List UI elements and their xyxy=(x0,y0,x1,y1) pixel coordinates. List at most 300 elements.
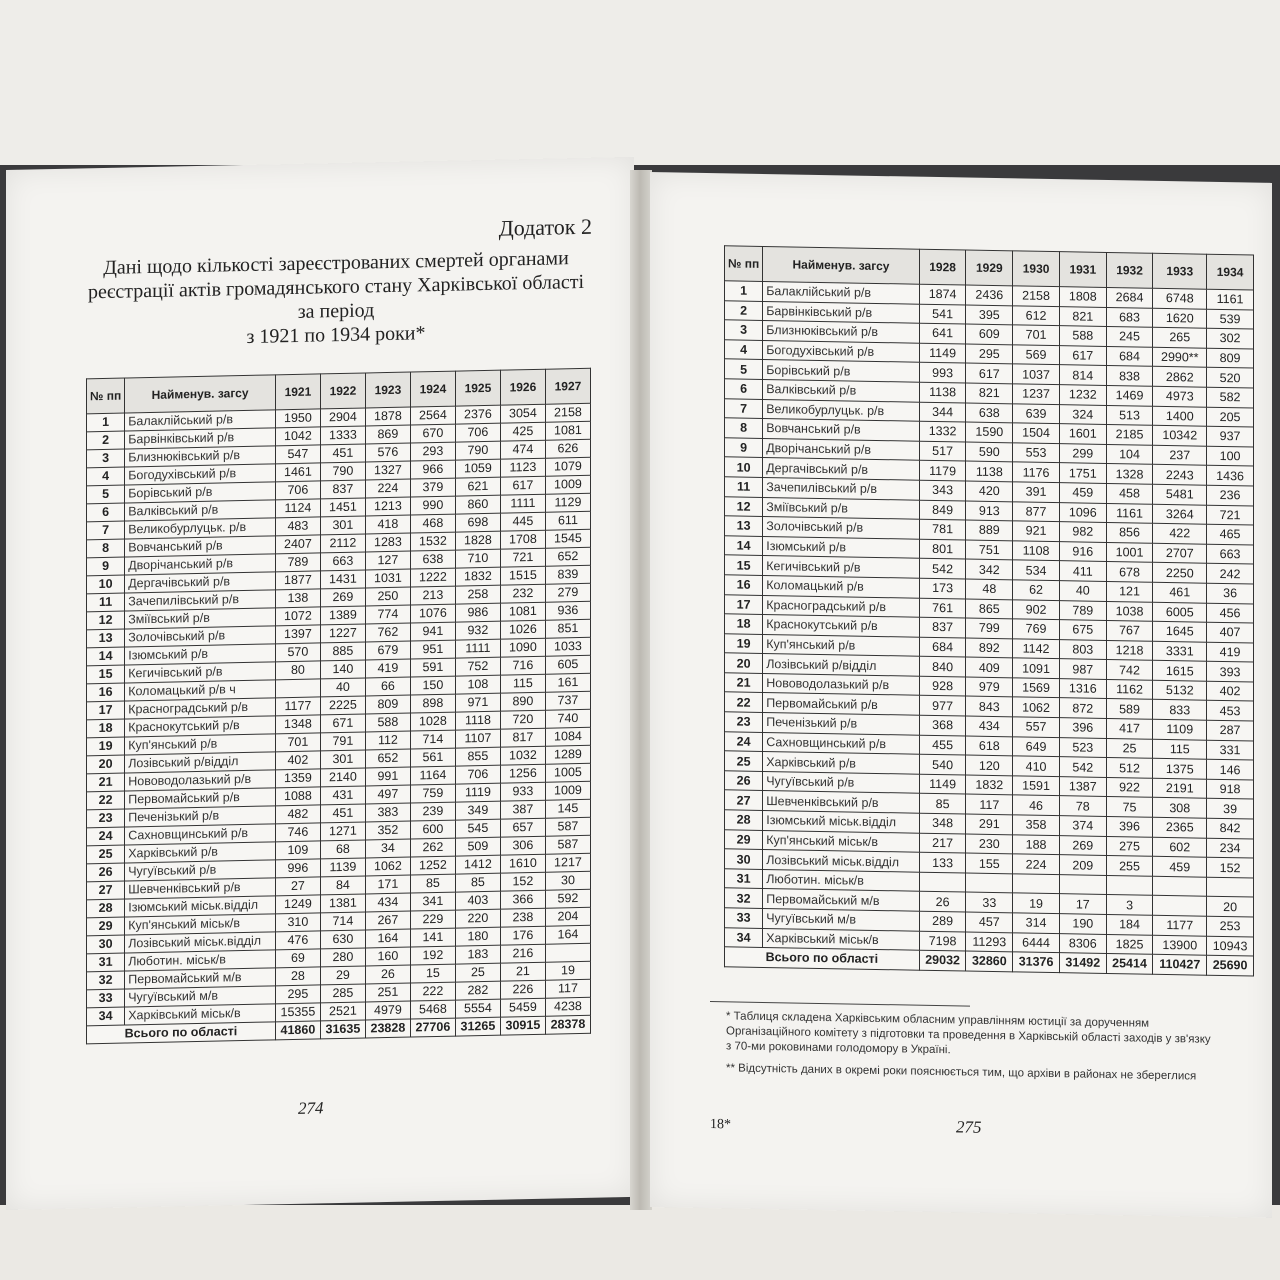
registry-name: Чугуївський м/в xyxy=(763,908,920,930)
death-count: 48 xyxy=(966,579,1013,599)
death-count: 638 xyxy=(966,403,1013,423)
death-count: 716 xyxy=(500,656,545,675)
death-count: 1359 xyxy=(275,769,320,788)
total-value: 32860 xyxy=(966,951,1013,971)
death-count: 27 xyxy=(275,877,320,896)
death-count: 341 xyxy=(410,892,455,911)
death-count: 865 xyxy=(966,599,1013,619)
death-count: 1333 xyxy=(320,426,365,445)
death-count xyxy=(1153,896,1207,917)
death-count: 164 xyxy=(545,925,590,944)
death-count: 13900 xyxy=(1153,935,1207,956)
death-count: 8306 xyxy=(1059,933,1106,953)
death-count: 459 xyxy=(1153,856,1207,877)
row-number: 5 xyxy=(725,359,763,379)
row-number: 21 xyxy=(725,673,763,693)
death-count: 3 xyxy=(1106,895,1153,915)
death-count: 1062 xyxy=(365,857,410,876)
appendix-label: Додаток 2 xyxy=(498,213,592,241)
death-count: 468 xyxy=(410,514,455,533)
death-count: 641 xyxy=(919,323,966,343)
death-count: 1149 xyxy=(919,343,966,363)
death-count: 1109 xyxy=(1153,719,1207,740)
death-count: 262 xyxy=(410,838,455,857)
death-count: 979 xyxy=(966,677,1013,697)
death-count: 814 xyxy=(1059,365,1106,385)
column-header-year: 1923 xyxy=(365,372,410,408)
death-count: 141 xyxy=(410,928,455,947)
death-count: 657 xyxy=(500,818,545,837)
death-count: 85 xyxy=(410,874,455,893)
death-count: 706 xyxy=(455,765,500,784)
death-count: 1042 xyxy=(275,427,320,446)
death-count: 932 xyxy=(455,621,500,640)
row-number: 2 xyxy=(725,300,763,320)
death-count: 3331 xyxy=(1153,641,1207,662)
registry-name: Золочівський р/в xyxy=(763,517,920,539)
death-count: 2684 xyxy=(1106,287,1153,307)
death-count: 342 xyxy=(966,559,1013,579)
death-count: 112 xyxy=(365,731,410,750)
row-number: 19 xyxy=(87,737,125,756)
death-count: 302 xyxy=(1207,328,1254,348)
total-value: 41860 xyxy=(275,1021,320,1040)
death-count: 192 xyxy=(410,946,455,965)
registry-name: Балаклійський р/в xyxy=(763,281,920,303)
death-count: 301 xyxy=(320,516,365,535)
death-count: 287 xyxy=(1207,720,1254,740)
death-count: 2243 xyxy=(1153,465,1207,486)
death-count: 671 xyxy=(320,714,365,733)
row-number: 10 xyxy=(725,457,763,477)
death-count: 4973 xyxy=(1153,386,1207,407)
row-number: 17 xyxy=(87,701,125,720)
death-count: 482 xyxy=(275,805,320,824)
death-count: 1283 xyxy=(365,533,410,552)
death-count: 34 xyxy=(365,839,410,858)
death-count: 425 xyxy=(500,422,545,441)
death-count: 1177 xyxy=(275,697,320,716)
death-count: 4238 xyxy=(545,997,590,1016)
death-count: 639 xyxy=(1013,403,1060,423)
death-count: 1645 xyxy=(1153,621,1207,642)
death-count: 2521 xyxy=(320,1002,365,1021)
death-count: 173 xyxy=(919,578,966,598)
death-count: 838 xyxy=(1106,366,1153,386)
death-count: 164 xyxy=(365,929,410,948)
death-count: 1111 xyxy=(455,639,500,658)
death-count: 759 xyxy=(410,784,455,803)
row-number: 34 xyxy=(725,927,763,947)
death-count: 324 xyxy=(1059,404,1106,424)
death-count: 774 xyxy=(365,605,410,624)
death-count: 706 xyxy=(455,423,500,442)
death-count: 393 xyxy=(1207,661,1254,681)
total-label: Всього по області xyxy=(87,1022,276,1044)
registry-name: Чугуївський р/в xyxy=(125,860,276,881)
death-count: 966 xyxy=(410,460,455,479)
death-count: 133 xyxy=(919,852,966,872)
registry-name: Куп'янський р/в xyxy=(763,634,920,656)
death-count: 308 xyxy=(1153,798,1207,819)
death-count: 987 xyxy=(1059,659,1106,679)
death-count: 856 xyxy=(1106,523,1153,543)
death-count: 120 xyxy=(966,755,1013,775)
death-count: 991 xyxy=(365,767,410,786)
registry-name: Великобурлуцьк. р/в xyxy=(763,399,920,421)
row-number: 6 xyxy=(87,503,125,522)
death-count: 100 xyxy=(1207,446,1254,466)
death-count: 220 xyxy=(455,909,500,928)
registry-name: Золочівський р/в xyxy=(125,626,276,647)
death-count: 520 xyxy=(1207,368,1254,388)
death-count: 299 xyxy=(1059,443,1106,463)
death-count: 1091 xyxy=(1013,658,1060,678)
death-count: 171 xyxy=(365,875,410,894)
death-count: 890 xyxy=(500,692,545,711)
death-count: 2436 xyxy=(966,285,1013,305)
death-count: 509 xyxy=(455,837,500,856)
death-count: 33 xyxy=(966,892,1013,912)
death-count: 15355 xyxy=(275,1003,320,1022)
registry-name: Кегичівський р/в xyxy=(125,662,276,683)
death-count: 5554 xyxy=(455,999,500,1018)
registry-name: Ізюмський міськ.відділ xyxy=(763,810,920,832)
death-count: 638 xyxy=(410,550,455,569)
death-count: 1090 xyxy=(500,638,545,657)
death-count: 176 xyxy=(500,926,545,945)
registry-name: Первомайський м/в xyxy=(125,968,276,989)
death-count: 1227 xyxy=(320,624,365,643)
death-count: 275 xyxy=(1106,836,1153,856)
death-count: 343 xyxy=(919,480,966,500)
death-count: 2185 xyxy=(1106,425,1153,445)
death-count: 352 xyxy=(365,821,410,840)
death-count: 1139 xyxy=(320,858,365,877)
death-count: 588 xyxy=(365,713,410,732)
death-count: 587 xyxy=(545,817,590,836)
registry-name: Вовчанський р/в xyxy=(125,536,276,557)
death-count: 1289 xyxy=(545,745,590,764)
death-count: 2990** xyxy=(1153,347,1207,368)
death-count: 921 xyxy=(1013,521,1060,541)
row-number: 3 xyxy=(87,449,125,468)
death-count: 843 xyxy=(966,696,1013,716)
death-count: 2365 xyxy=(1153,817,1207,838)
death-count: 295 xyxy=(966,344,1013,364)
death-count: 877 xyxy=(1013,501,1060,521)
death-count: 587 xyxy=(545,835,590,854)
death-count: 251 xyxy=(365,983,410,1002)
total-label: Всього по області xyxy=(725,947,920,970)
registry-name: Зміївський р/в xyxy=(763,497,920,519)
right-page xyxy=(650,172,1272,1218)
death-count: 860 xyxy=(455,495,500,514)
death-count: 840 xyxy=(919,656,966,676)
death-count: 1108 xyxy=(1013,541,1060,561)
death-count: 4979 xyxy=(365,1001,410,1020)
death-count: 1162 xyxy=(1106,679,1153,699)
death-count: 232 xyxy=(500,584,545,603)
death-count: 6748 xyxy=(1153,288,1207,309)
row-number: 26 xyxy=(87,863,125,882)
registry-name: Сахновщинський р/в xyxy=(763,732,920,754)
death-count: 918 xyxy=(1207,779,1254,799)
table-surface-bottom xyxy=(0,1205,1280,1280)
death-count: 138 xyxy=(275,589,320,608)
column-header-year: 1924 xyxy=(410,371,455,407)
registry-name: Куп'янський р/в xyxy=(125,734,276,755)
death-count: 1256 xyxy=(500,764,545,783)
death-count: 602 xyxy=(1153,837,1207,858)
row-number: 22 xyxy=(87,791,125,810)
death-count: 85 xyxy=(455,873,500,892)
row-number: 20 xyxy=(725,653,763,673)
death-count: 224 xyxy=(1013,854,1060,874)
death-count: 1328 xyxy=(1106,464,1153,484)
registry-name: Первомайський м/в xyxy=(763,889,920,911)
death-count: 419 xyxy=(365,659,410,678)
death-count: 889 xyxy=(966,520,1013,540)
death-count: 431 xyxy=(320,786,365,805)
registry-name: Чугуївський р/в xyxy=(763,771,920,793)
death-count: 701 xyxy=(275,733,320,752)
death-count xyxy=(1106,875,1153,895)
death-count: 1107 xyxy=(455,729,500,748)
registry-name: Сахновщинський р/в xyxy=(125,824,276,845)
death-count: 1084 xyxy=(545,727,590,746)
death-count: 379 xyxy=(410,478,455,497)
death-count: 409 xyxy=(966,657,1013,677)
death-count: 872 xyxy=(1059,698,1106,718)
death-count: 1387 xyxy=(1059,776,1106,796)
registry-name: Шевченківський р/в xyxy=(125,878,276,899)
left-page xyxy=(6,157,634,1210)
death-count: 809 xyxy=(365,695,410,714)
death-count: 184 xyxy=(1106,914,1153,934)
death-count: 3264 xyxy=(1153,504,1207,525)
death-count: 721 xyxy=(500,548,545,567)
death-count: 5481 xyxy=(1153,484,1207,505)
death-count: 234 xyxy=(1207,838,1254,858)
death-count: 1119 xyxy=(455,783,500,802)
death-count: 331 xyxy=(1207,740,1254,760)
row-number: 13 xyxy=(87,629,125,648)
death-count: 1081 xyxy=(545,421,590,440)
death-count: 1009 xyxy=(545,475,590,494)
death-count: 1532 xyxy=(410,532,455,551)
death-count: 1610 xyxy=(500,854,545,873)
registry-name: Дергачівський р/в xyxy=(125,572,276,593)
death-count: 990 xyxy=(410,496,455,515)
death-count: 1620 xyxy=(1153,308,1207,329)
death-count xyxy=(1153,876,1207,897)
column-header-year: 1929 xyxy=(966,250,1013,286)
total-value: 31492 xyxy=(1059,953,1106,973)
registry-name: Богодухівський р/в xyxy=(125,464,276,485)
registry-name: Лозівський р/відділ xyxy=(125,752,276,773)
death-count: 1590 xyxy=(966,422,1013,442)
death-count: 295 xyxy=(275,985,320,1004)
death-count: 46 xyxy=(1013,795,1060,815)
death-count: 265 xyxy=(1153,327,1207,348)
row-number: 15 xyxy=(87,665,125,684)
death-count: 1129 xyxy=(545,493,590,512)
death-count: 1037 xyxy=(1013,364,1060,384)
death-count: 245 xyxy=(1106,327,1153,347)
death-count: 684 xyxy=(1106,346,1153,366)
death-count: 609 xyxy=(966,324,1013,344)
death-count: 1271 xyxy=(320,822,365,841)
death-count: 618 xyxy=(966,736,1013,756)
death-count: 29 xyxy=(320,966,365,985)
death-count: 1389 xyxy=(320,606,365,625)
death-count: 204 xyxy=(545,907,590,926)
column-header-year: 1930 xyxy=(1013,251,1060,287)
death-count: 993 xyxy=(919,363,966,383)
death-count: 289 xyxy=(919,911,966,931)
death-count: 1033 xyxy=(545,637,590,656)
total-value: 25690 xyxy=(1207,955,1254,975)
death-count: 152 xyxy=(1207,857,1254,877)
death-count: 366 xyxy=(500,890,545,909)
death-count: 855 xyxy=(455,747,500,766)
death-count: 306 xyxy=(500,836,545,855)
signature-mark: 18* xyxy=(710,1117,731,1133)
death-count: 403 xyxy=(455,891,500,910)
column-header-year: 1933 xyxy=(1153,253,1207,289)
death-count: 721 xyxy=(1207,505,1254,525)
registry-name: Красноградський р/в xyxy=(125,698,276,719)
death-count: 2225 xyxy=(320,696,365,715)
death-count: 1332 xyxy=(919,421,966,441)
death-count: 374 xyxy=(1059,816,1106,836)
death-count: 977 xyxy=(919,696,966,716)
row-number: 3 xyxy=(725,320,763,340)
death-count: 791 xyxy=(320,732,365,751)
row-number: 16 xyxy=(87,683,125,702)
registry-name: Зміївський р/в xyxy=(125,608,276,629)
death-count: 512 xyxy=(1106,758,1153,778)
death-count: 561 xyxy=(410,748,455,767)
death-count: 1118 xyxy=(455,711,500,730)
registry-name: Харківський міськ/в xyxy=(125,1004,276,1025)
row-number: 32 xyxy=(87,971,125,990)
footnote: * Таблиця складена Харківським обласним управлінням юстиції за дорученням Організаційного комітету з підготовки та проведення в Харківській області заходів у зв'язку з 70-ми роковинами голодомору в Україні. xyxy=(726,1010,1211,1057)
death-count: 982 xyxy=(1059,522,1106,542)
death-count: 140 xyxy=(320,660,365,679)
registry-name: Валківський р/в xyxy=(763,379,920,401)
death-count: 417 xyxy=(1106,719,1153,739)
death-count: 1176 xyxy=(1013,462,1060,482)
column-header-year: 1925 xyxy=(455,370,500,406)
registry-name: Ізюмський міськ.відділ xyxy=(125,896,276,917)
row-number: 4 xyxy=(725,340,763,360)
column-header-year: 1932 xyxy=(1106,252,1153,288)
death-count: 1005 xyxy=(545,763,590,782)
death-count: 663 xyxy=(320,552,365,571)
death-count: 387 xyxy=(500,800,545,819)
death-count: 630 xyxy=(320,930,365,949)
row-number: 27 xyxy=(87,881,125,900)
death-count: 913 xyxy=(966,501,1013,521)
death-count: 21 xyxy=(500,962,545,981)
death-count: 455 xyxy=(919,735,966,755)
registry-name: Первомайський р/в xyxy=(125,788,276,809)
title-line: з 1921 по 1934 роки* xyxy=(246,322,426,348)
death-count xyxy=(1059,874,1106,894)
registry-name: Коломацький р/в ч xyxy=(125,680,276,701)
death-count: 1327 xyxy=(365,461,410,480)
column-header-number: № пп xyxy=(87,378,125,414)
death-count: 104 xyxy=(1106,444,1153,464)
death-count: 1400 xyxy=(1153,406,1207,427)
death-count: 612 xyxy=(1013,305,1060,325)
row-number: 12 xyxy=(87,611,125,630)
death-count: 28 xyxy=(275,967,320,986)
death-count: 2191 xyxy=(1153,778,1207,799)
death-count: 445 xyxy=(500,512,545,531)
death-count: 1808 xyxy=(1059,287,1106,307)
registry-name: Люботин. міськ/в xyxy=(763,869,920,891)
death-count: 2707 xyxy=(1153,543,1207,564)
death-count: 280 xyxy=(320,948,365,967)
death-count: 461 xyxy=(1153,582,1207,603)
page-title xyxy=(76,246,596,353)
death-count: 1828 xyxy=(455,531,500,550)
death-count: 209 xyxy=(1059,855,1106,875)
row-number: 2 xyxy=(87,431,125,450)
death-count: 1504 xyxy=(1013,423,1060,443)
death-count: 605 xyxy=(545,655,590,674)
row-number: 18 xyxy=(87,719,125,738)
death-count: 652 xyxy=(545,547,590,566)
death-count: 589 xyxy=(1106,699,1153,719)
death-count: 285 xyxy=(320,984,365,1003)
registry-name: Вовчанський р/в xyxy=(763,419,920,441)
column-header-year: 1927 xyxy=(545,368,590,404)
registry-name: Великобурлуцьк. р/в xyxy=(125,518,276,539)
death-count: 570 xyxy=(275,643,320,662)
death-count: 933 xyxy=(500,782,545,801)
death-count: 1232 xyxy=(1059,385,1106,405)
death-count: 155 xyxy=(966,853,1013,873)
total-value: 25414 xyxy=(1106,954,1153,974)
death-count: 675 xyxy=(1059,620,1106,640)
death-count: 40 xyxy=(1059,581,1106,601)
death-count: 25 xyxy=(1106,738,1153,758)
death-count: 150 xyxy=(410,676,455,695)
death-count: 229 xyxy=(410,910,455,929)
death-count: 1591 xyxy=(1013,776,1060,796)
death-count xyxy=(545,943,590,962)
registry-name: Борівський р/в xyxy=(125,482,276,503)
row-number: 23 xyxy=(87,809,125,828)
row-number: 14 xyxy=(87,647,125,666)
death-count: 678 xyxy=(1106,562,1153,582)
death-count: 892 xyxy=(966,638,1013,658)
death-count: 617 xyxy=(500,476,545,495)
column-header-year: 1926 xyxy=(500,369,545,405)
row-number: 13 xyxy=(725,516,763,536)
death-count: 69 xyxy=(275,949,320,968)
registry-name: Балаклійський р/в xyxy=(125,410,276,431)
column-header-year: 1921 xyxy=(275,374,320,410)
page-number: 275 xyxy=(956,1117,982,1137)
death-count: 108 xyxy=(455,675,500,694)
death-count: 183 xyxy=(455,945,500,964)
registry-name: Харківський р/в xyxy=(763,752,920,774)
